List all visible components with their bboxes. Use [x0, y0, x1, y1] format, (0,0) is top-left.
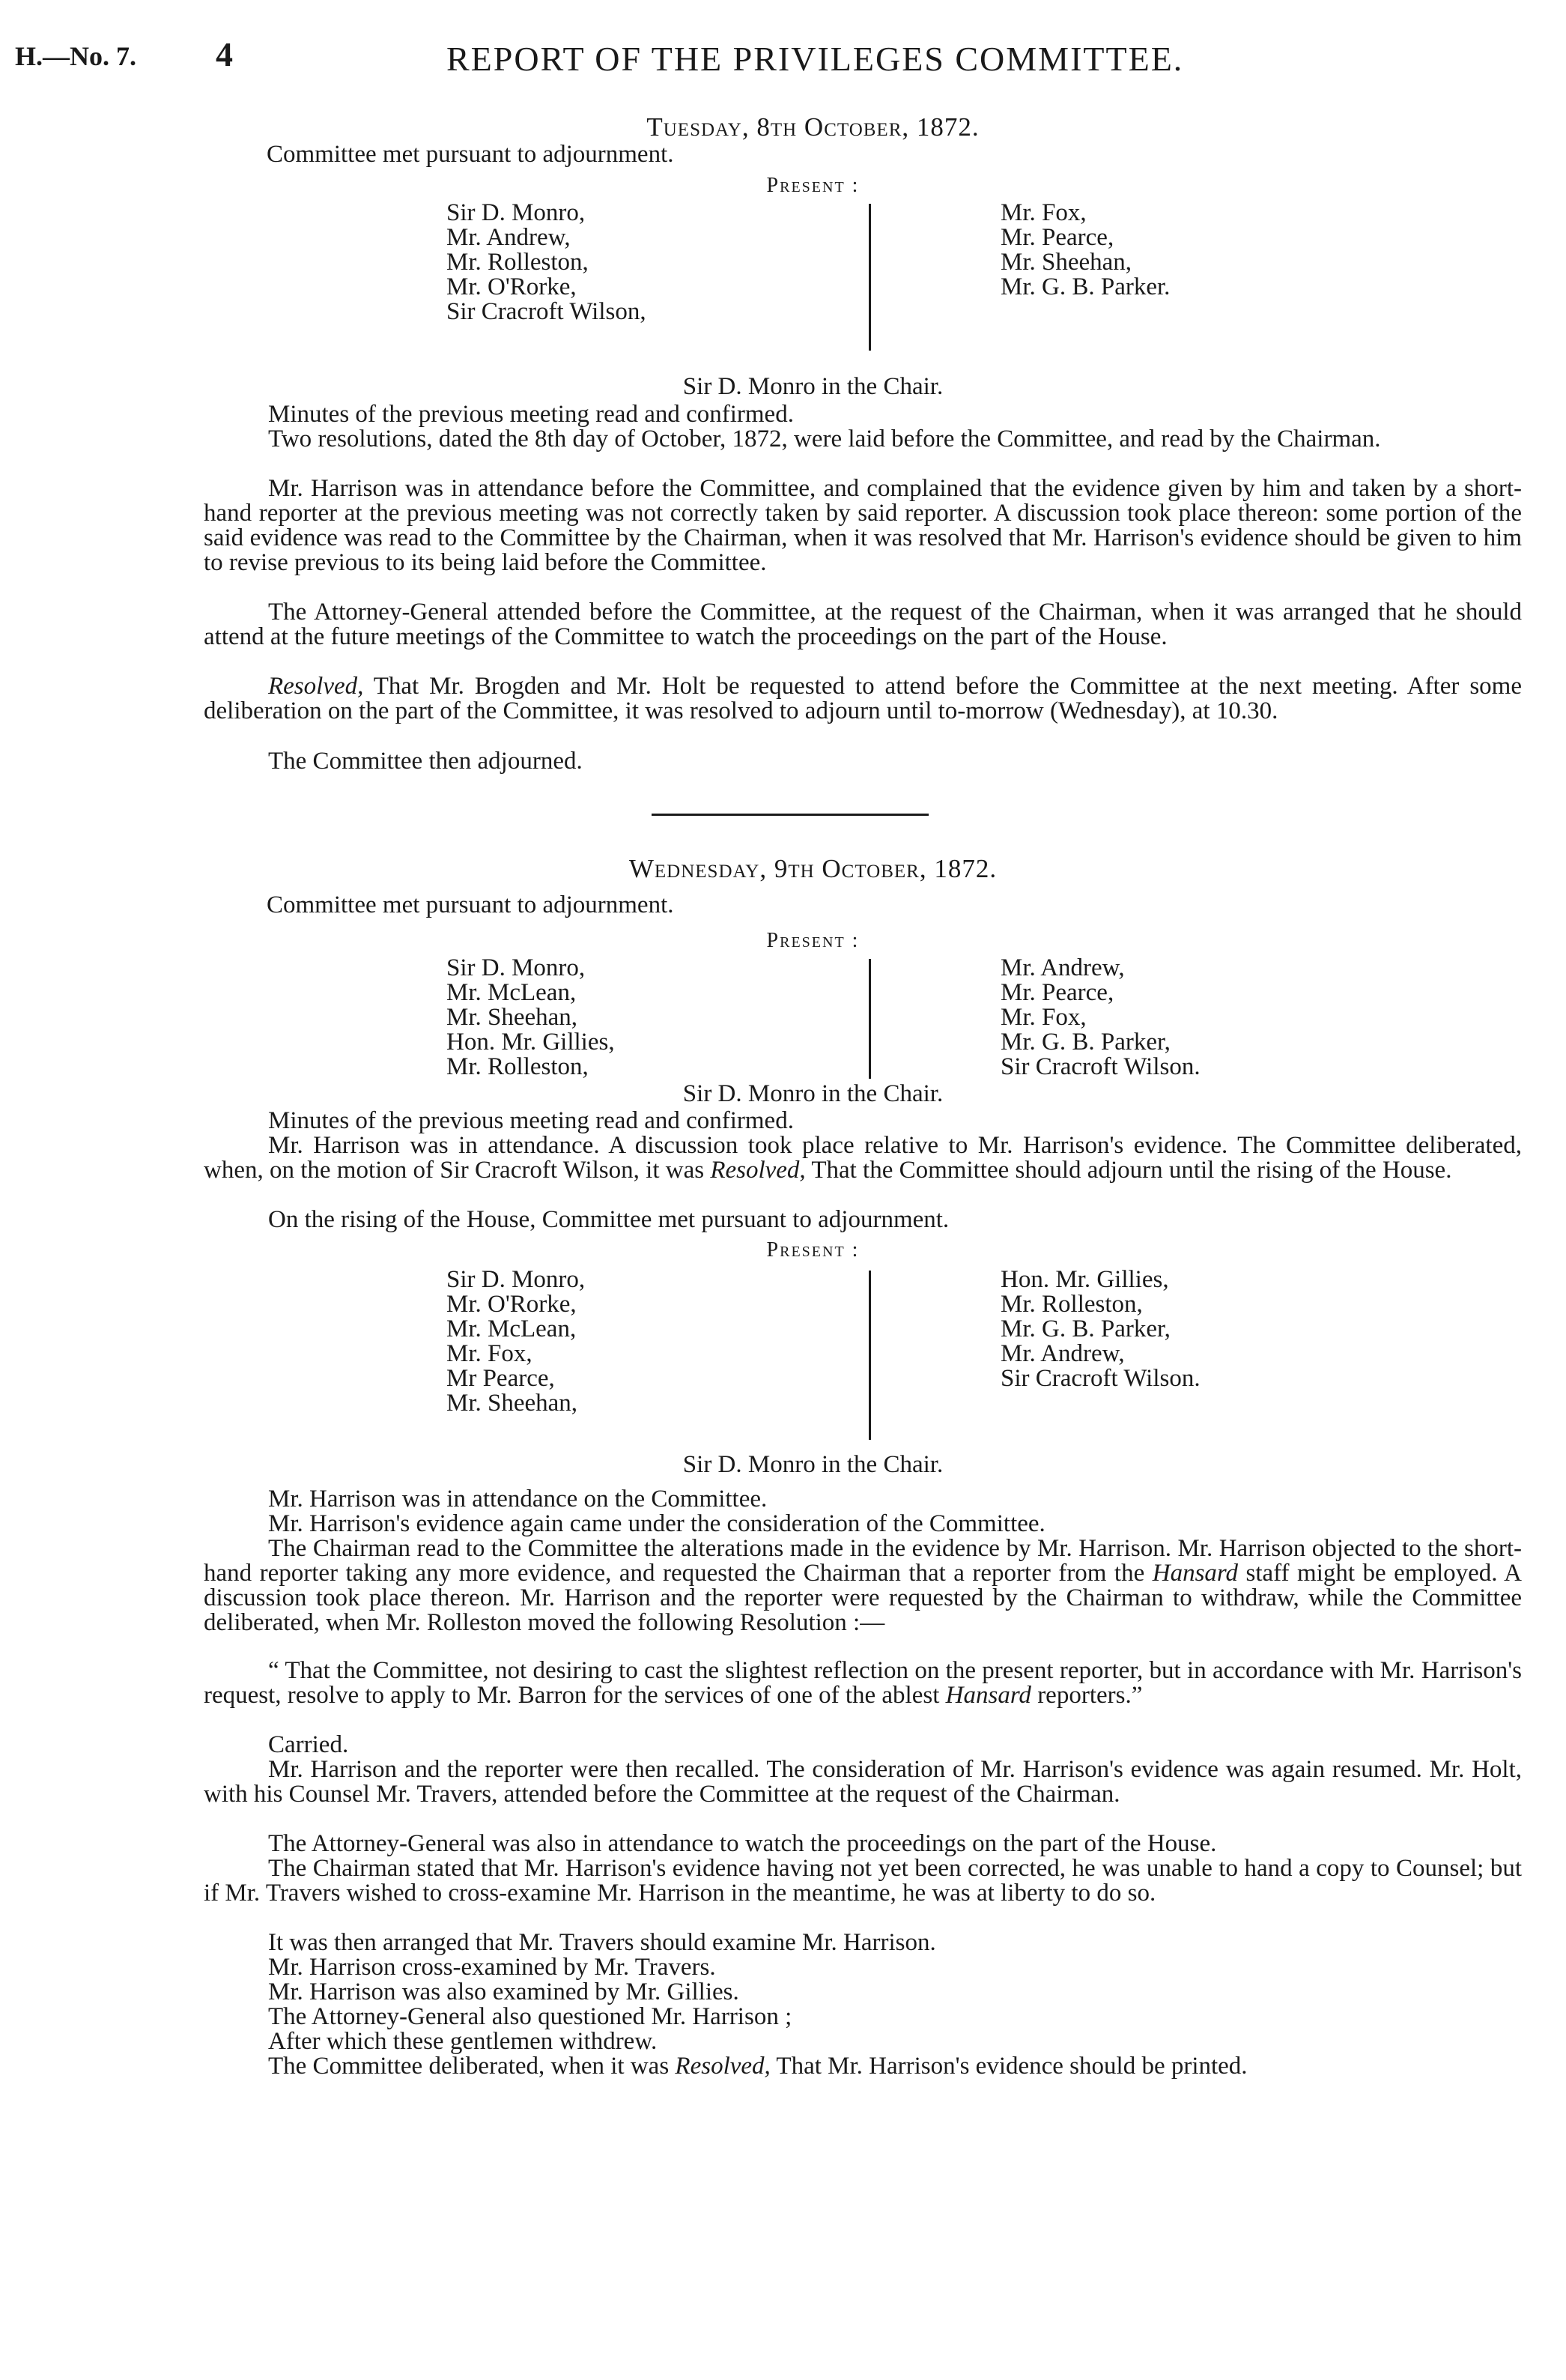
paragraph: Mr. Harrison cross-examined by Mr. Travers.: [268, 1954, 716, 1981]
member-name: Mr. Sheehan,: [1001, 249, 1132, 276]
member-name: Sir D. Monro,: [446, 1266, 586, 1293]
paragraph-text: Mr. Harrison was in attendance. A discussion took place relative to Mr. Harrison's evidence. The Committee deliberated, when, on the motion of Sir Cracroft Wilson, it was: [204, 1132, 1522, 1184]
paragraph: Carried.: [268, 1731, 349, 1758]
member-name: Mr Pearce,: [446, 1365, 555, 1392]
column-divider: [869, 1271, 871, 1440]
opening-line-2: Committee met pursuant to adjournment.: [267, 891, 674, 918]
paragraph: Minutes of the previous meeting read and confirmed.: [268, 1107, 794, 1134]
paragraph: Mr. Harrison was in attendance on the Committee.: [268, 1486, 768, 1513]
paragraph: Two resolutions, dated the 8th day of October, 1872, were laid before the Committee, and read by the Chairman.: [268, 426, 1381, 452]
paragraph: Mr. Harrison and the reporter were then recalled. The consideration of Mr. Harrison's evidence was again resumed. Mr. Holt, with his Counsel Mr. Travers, attended before the Committee at the request of the Chairman.: [204, 1756, 1522, 1808]
paragraph: After which these gentlemen withdrew.: [268, 2028, 658, 2055]
member-name: Hon. Mr. Gillies,: [1001, 1266, 1169, 1293]
meeting-date-1: Tuesday, 8th October, 1872.: [646, 112, 980, 142]
present-heading-2: Present :: [766, 929, 860, 952]
member-name: Mr. Andrew,: [1001, 954, 1125, 981]
page-title: REPORT OF THE PRIVILEGES COMMITTEE.: [446, 40, 1184, 78]
resolved-word: Resolved,: [268, 673, 364, 700]
resolved-word: Resolved,: [675, 2053, 771, 2080]
member-name: Mr. Fox,: [1001, 1004, 1087, 1031]
attendance-list-3: [446, 1268, 1345, 1432]
meeting-date-2: Wednesday, 9th October, 1872.: [628, 854, 998, 883]
member-name: Mr. Pearce,: [1001, 979, 1114, 1006]
paragraph: The Attorney-General was also in attendance to watch the proceedings on the part of the House.: [268, 1830, 1217, 1857]
paragraph: The Chairman stated that Mr. Harrison's evidence having not yet been corrected, he was unable to hand a copy to Counsel; but if Mr. Travers wished to cross-examine Mr. Harrison in the meantime, he was at liberty to do so.: [204, 1855, 1522, 1907]
chair-line-3: Sir D. Monro in the Chair.: [682, 1451, 944, 1478]
paragraph: Mr. Harrison was also examined by Mr. Gillies.: [268, 1978, 739, 2005]
member-name: Mr. G. B. Parker,: [1001, 1029, 1171, 1056]
attendance-left-column: [446, 1268, 585, 1416]
paragraph: Mr. Harrison's evidence again came under the consideration of the Committee.: [268, 1510, 1045, 1537]
paragraph: Mr. Harrison was in attendance before the Committee, and complained that the evidence given by him and taken by a short-hand reporter at the previous meeting was not correctly taken by said reporter. A discussion took place thereon: some portion of the said evidence was read to the Committee by the Chairman, when it was resolved that Mr. Harrison's evidence should be given to him to revise previous to its being laid before the Committee.: [204, 475, 1522, 576]
resolved-word: Resolved,: [710, 1157, 806, 1184]
member-name: Mr. McLean,: [446, 1315, 577, 1342]
member-name: Mr. Rolleston,: [446, 249, 589, 276]
column-divider: [869, 204, 871, 351]
paragraph: [204, 674, 1522, 724]
page-header: [0, 30, 1566, 82]
member-name: Mr. McLean,: [446, 979, 577, 1006]
paragraph-text: The Chairman read to the Committee the alterations made in the evidence by Mr. Harrison. Mr. Harrison objected to the short-hand reporter taking any more evidence, and requested the Chairman that a reporter from the: [204, 1535, 1522, 1587]
member-name: Mr. O'Rorke,: [446, 1291, 577, 1318]
hansard-word: Hansard: [1152, 1560, 1239, 1587]
attendance-list-2: [446, 956, 1345, 1091]
member-name: Mr. Sheehan,: [446, 1004, 578, 1031]
paragraph: The Committee then adjourned.: [268, 748, 583, 775]
member-name: Sir Cracroft Wilson,: [446, 298, 646, 325]
member-name: Mr. Sheehan,: [446, 1390, 578, 1417]
hansard-word: Hansard: [945, 1682, 1031, 1709]
paragraph: The Attorney-General attended before the Committee, at the request of the Chairman, when it was arranged that he should attend at the future meetings of the Committee to watch the proceedings on the part of the House.: [204, 599, 1522, 650]
opening-line-1: Committee met pursuant to adjournment.: [267, 141, 674, 168]
paragraph: The Attorney-General also questioned Mr. Harrison ;: [268, 2003, 792, 2030]
present-heading-3: Present :: [766, 1238, 860, 1262]
member-name: Mr. Rolleston,: [446, 1053, 589, 1080]
paragraph: On the rising of the House, Committee met pursuant to adjournment.: [268, 1206, 950, 1233]
member-name: Sir Cracroft Wilson.: [1001, 1365, 1201, 1392]
attendance-left-column: [446, 201, 646, 324]
paragraph: [204, 2054, 1522, 2079]
member-name: Mr. Fox,: [446, 1340, 532, 1367]
paragraph-text: That the Committee should adjourn until the rising of the House.: [805, 1157, 1452, 1184]
page-number: 4: [216, 35, 233, 73]
paragraph-text: staff might be employed. A discussion took place thereon. Mr. Harrison and the reporter were requested by the Chairman to withdraw, while the Committee deliberated, when Mr. Rolleston moved the following Resolution :—: [204, 1560, 1522, 1636]
chair-line-1: Sir D. Monro in the Chair.: [682, 373, 944, 400]
paragraph: Minutes of the previous meeting read and confirmed.: [268, 401, 794, 428]
member-name: Mr. Andrew,: [1001, 1340, 1125, 1367]
paragraph: [204, 1536, 1522, 1635]
member-name: Mr. O'Rorke,: [446, 273, 577, 300]
member-name: Mr. Pearce,: [1001, 224, 1114, 251]
member-name: Hon. Mr. Gillies,: [446, 1029, 615, 1056]
paragraph-text: “ That the Committee, not desiring to cast the slightest reflection on the present reporter, but in accordance with Mr. Harrison's request, resolve to apply to Mr. Barron for the services of one of the ablest: [204, 1657, 1522, 1709]
paragraph-text: reporters.”: [1031, 1682, 1143, 1709]
paragraph: It was then arranged that Mr. Travers should examine Mr. Harrison.: [268, 1929, 936, 1956]
attendance-right-column: [1001, 956, 1201, 1080]
member-name: Mr. G. B. Parker,: [1001, 1315, 1171, 1342]
chair-line-2: Sir D. Monro in the Chair.: [682, 1080, 944, 1107]
paragraph-text: That Mr. Harrison's evidence should be printed.: [770, 2053, 1248, 2080]
section-divider: [652, 814, 929, 816]
attendance-left-column: [446, 956, 615, 1080]
paragraph-text: That Mr. Brogden and Mr. Holt be requested to attend before the Committee at the next meeting. After some deliberation on the part of the Committee, it was resolved to adjourn until to-morrow (Wednesday), at 10.30.: [204, 673, 1522, 724]
member-name: Mr. Rolleston,: [1001, 1291, 1143, 1318]
paragraph-text: The Committee deliberated, when it was: [268, 2053, 676, 2080]
paper-reference: H.—No. 7.: [15, 41, 136, 71]
member-name: Sir D. Monro,: [446, 954, 586, 981]
member-name: Sir D. Monro,: [446, 199, 586, 226]
paragraph: [204, 1133, 1522, 1183]
member-name: Mr. G. B. Parker.: [1001, 273, 1171, 300]
member-name: Sir Cracroft Wilson.: [1001, 1053, 1201, 1080]
member-name: Mr. Andrew,: [446, 224, 571, 251]
attendance-right-column: [1001, 1268, 1201, 1391]
column-divider: [869, 959, 871, 1079]
quoted-resolution: [204, 1659, 1522, 1708]
present-heading-1: Present :: [766, 174, 860, 197]
attendance-right-column: [1001, 201, 1170, 300]
attendance-list-1: [446, 201, 1345, 351]
member-name: Mr. Fox,: [1001, 199, 1087, 226]
